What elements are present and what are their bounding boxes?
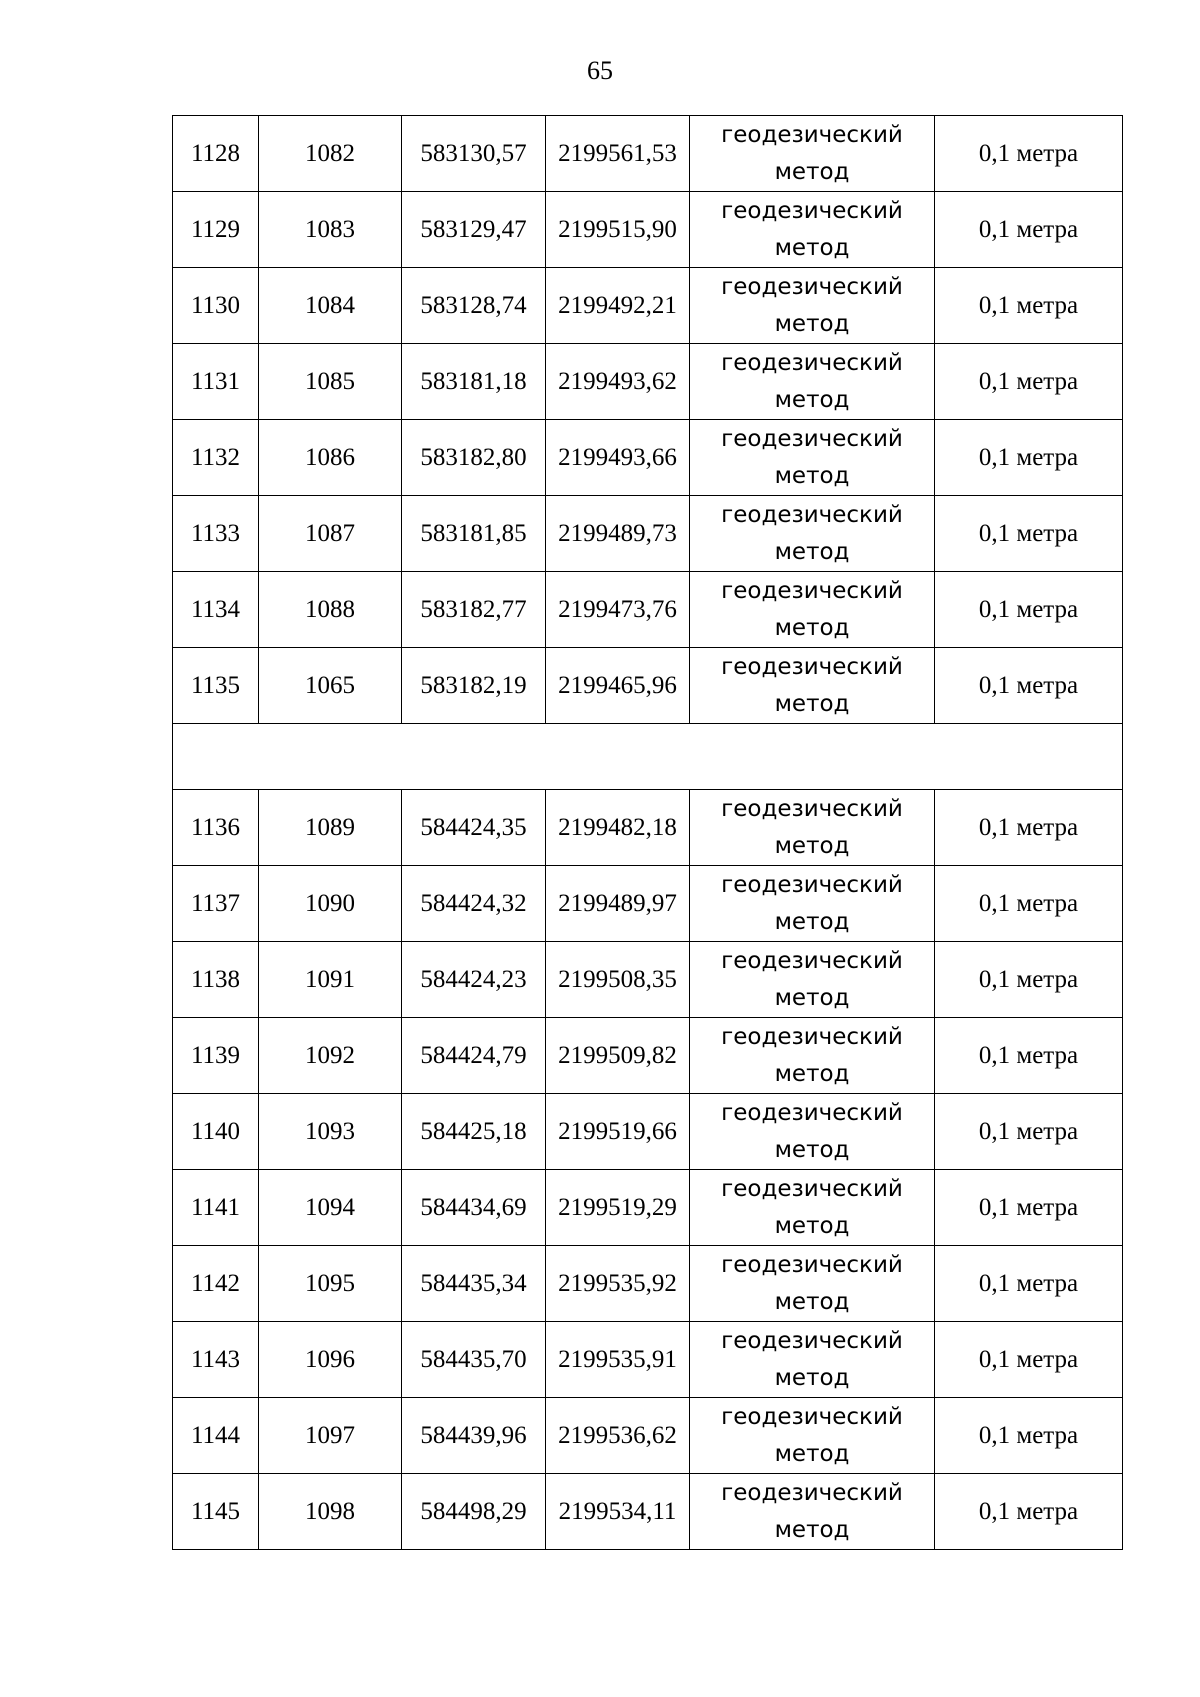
x-coordinate-cell: 583182,80 [402,420,546,496]
y-coordinate-cell: 2199493,66 [546,420,690,496]
method-cell [690,572,935,648]
table-row [173,1474,1123,1550]
table-row [173,572,1123,648]
row-number-cell: 1136 [173,790,259,866]
page-number: 65 [587,56,613,85]
method-cell [690,648,935,724]
x-coordinate-cell: 584424,32 [402,866,546,942]
y-coordinate-cell: 2199508,35 [546,942,690,1018]
x-coordinate-cell: 584424,79 [402,1018,546,1094]
method-line-1: геодезический [721,349,903,376]
y-coordinate-cell: 2199535,91 [546,1322,690,1398]
group-separator-row [173,724,1123,790]
coordinates-table-body [173,116,1123,1550]
accuracy-cell: 0,1 метра [935,1322,1123,1398]
method-cell [690,866,935,942]
accuracy-cell: 0,1 метра [935,1094,1123,1170]
point-number-cell: 1089 [259,790,402,866]
method-line-2: метод [774,538,850,565]
x-coordinate-cell: 584435,34 [402,1246,546,1322]
method-line-2: метод [774,1516,850,1543]
method-line-1: геодезический [721,1175,903,1202]
method-cell [690,790,935,866]
row-number-cell: 1142 [173,1246,259,1322]
row-number-cell: 1129 [173,192,259,268]
table-row [173,648,1123,724]
table-row [173,1246,1123,1322]
x-coordinate-cell: 584424,23 [402,942,546,1018]
x-coordinate-cell: 583129,47 [402,192,546,268]
accuracy-cell: 0,1 метра [935,1398,1123,1474]
table-row [173,116,1123,192]
accuracy-cell: 0,1 метра [935,1474,1123,1550]
method-line-2: метод [774,1364,850,1391]
point-number-cell: 1090 [259,866,402,942]
accuracy-cell: 0,1 метра [935,1018,1123,1094]
table-row [173,344,1123,420]
method-cell [690,496,935,572]
point-number-cell: 1095 [259,1246,402,1322]
method-line-2: метод [774,984,850,1011]
accuracy-cell: 0,1 метра [935,420,1123,496]
y-coordinate-cell: 2199519,66 [546,1094,690,1170]
x-coordinate-cell: 584498,29 [402,1474,546,1550]
accuracy-cell: 0,1 метра [935,790,1123,866]
accuracy-cell: 0,1 метра [935,648,1123,724]
accuracy-cell: 0,1 метра [935,268,1123,344]
accuracy-cell: 0,1 метра [935,1170,1123,1246]
y-coordinate-cell: 2199535,92 [546,1246,690,1322]
accuracy-cell: 0,1 метра [935,572,1123,648]
method-line-1: геодезический [721,871,903,898]
method-line-1: геодезический [721,1023,903,1050]
y-coordinate-cell: 2199561,53 [546,116,690,192]
y-coordinate-cell: 2199509,82 [546,1018,690,1094]
table-row [173,496,1123,572]
x-coordinate-cell: 583181,85 [402,496,546,572]
method-line-2: метод [774,614,850,641]
table-row [173,420,1123,496]
method-line-1: геодезический [721,121,903,148]
method-line-2: метод [774,386,850,413]
row-number-cell: 1130 [173,268,259,344]
accuracy-cell: 0,1 метра [935,496,1123,572]
row-number-cell: 1135 [173,648,259,724]
row-number-cell: 1132 [173,420,259,496]
method-line-1: геодезический [721,1099,903,1126]
table-row [173,1018,1123,1094]
accuracy-cell: 0,1 метра [935,192,1123,268]
point-number-cell: 1096 [259,1322,402,1398]
method-cell [690,1398,935,1474]
method-line-2: метод [774,158,850,185]
method-line-1: геодезический [721,947,903,974]
point-number-cell: 1093 [259,1094,402,1170]
table-row [173,942,1123,1018]
x-coordinate-cell: 583130,57 [402,116,546,192]
y-coordinate-cell: 2199534,11 [546,1474,690,1550]
table-row [173,790,1123,866]
table-row [173,1094,1123,1170]
method-cell [690,1018,935,1094]
point-number-cell: 1091 [259,942,402,1018]
accuracy-cell: 0,1 метра [935,344,1123,420]
method-line-2: метод [774,1288,850,1315]
point-number-cell: 1098 [259,1474,402,1550]
y-coordinate-cell: 2199493,62 [546,344,690,420]
method-cell [690,420,935,496]
y-coordinate-cell: 2199489,97 [546,866,690,942]
method-line-1: геодезический [721,1479,903,1506]
row-number-cell: 1137 [173,866,259,942]
row-number-cell: 1145 [173,1474,259,1550]
method-line-1: геодезический [721,197,903,224]
method-cell [690,268,935,344]
accuracy-cell: 0,1 метра [935,1246,1123,1322]
method-line-2: метод [774,310,850,337]
y-coordinate-cell: 2199515,90 [546,192,690,268]
method-line-2: метод [774,1136,850,1163]
row-number-cell: 1143 [173,1322,259,1398]
point-number-cell: 1092 [259,1018,402,1094]
y-coordinate-cell: 2199492,21 [546,268,690,344]
method-line-2: метод [774,908,850,935]
method-line-1: геодезический [721,273,903,300]
method-cell [690,1322,935,1398]
point-number-cell: 1082 [259,116,402,192]
row-number-cell: 1138 [173,942,259,1018]
table-row [173,1322,1123,1398]
method-line-2: метод [774,234,850,261]
table-row [173,866,1123,942]
point-number-cell: 1065 [259,648,402,724]
method-line-1: геодезический [721,1251,903,1278]
method-cell [690,116,935,192]
method-cell [690,1474,935,1550]
point-number-cell: 1094 [259,1170,402,1246]
method-line-1: геодезический [721,501,903,528]
accuracy-cell: 0,1 метра [935,942,1123,1018]
accuracy-cell: 0,1 метра [935,116,1123,192]
method-line-2: метод [774,462,850,489]
row-number-cell: 1134 [173,572,259,648]
row-number-cell: 1141 [173,1170,259,1246]
point-number-cell: 1088 [259,572,402,648]
y-coordinate-cell: 2199465,96 [546,648,690,724]
method-line-2: метод [774,1212,850,1239]
x-coordinate-cell: 583182,19 [402,648,546,724]
method-line-1: геодезический [721,653,903,680]
point-number-cell: 1083 [259,192,402,268]
table-row [173,192,1123,268]
table-row [173,268,1123,344]
method-cell [690,1246,935,1322]
point-number-cell: 1084 [259,268,402,344]
method-line-1: геодезический [721,577,903,604]
method-line-2: метод [774,832,850,859]
accuracy-cell: 0,1 метра [935,866,1123,942]
table-row [173,1170,1123,1246]
method-cell [690,344,935,420]
method-cell [690,1170,935,1246]
method-cell [690,192,935,268]
y-coordinate-cell: 2199489,73 [546,496,690,572]
row-number-cell: 1133 [173,496,259,572]
y-coordinate-cell: 2199473,76 [546,572,690,648]
x-coordinate-cell: 584424,35 [402,790,546,866]
method-line-2: метод [774,690,850,717]
x-coordinate-cell: 583182,77 [402,572,546,648]
y-coordinate-cell: 2199536,62 [546,1398,690,1474]
row-number-cell: 1128 [173,116,259,192]
x-coordinate-cell: 584425,18 [402,1094,546,1170]
point-number-cell: 1086 [259,420,402,496]
x-coordinate-cell: 584434,69 [402,1170,546,1246]
coordinates-table [172,115,1123,1550]
method-line-1: геодезический [721,425,903,452]
row-number-cell: 1131 [173,344,259,420]
y-coordinate-cell: 2199482,18 [546,790,690,866]
x-coordinate-cell: 584435,70 [402,1322,546,1398]
row-number-cell: 1139 [173,1018,259,1094]
row-number-cell: 1144 [173,1398,259,1474]
x-coordinate-cell: 584439,96 [402,1398,546,1474]
method-line-1: геодезический [721,795,903,822]
method-line-2: метод [774,1440,850,1467]
table-row [173,1398,1123,1474]
point-number-cell: 1085 [259,344,402,420]
group-separator-cell [173,724,1123,790]
point-number-cell: 1087 [259,496,402,572]
method-cell [690,942,935,1018]
point-number-cell: 1097 [259,1398,402,1474]
method-line-2: метод [774,1060,850,1087]
y-coordinate-cell: 2199519,29 [546,1170,690,1246]
x-coordinate-cell: 583181,18 [402,344,546,420]
method-line-1: геодезический [721,1403,903,1430]
method-cell [690,1094,935,1170]
row-number-cell: 1140 [173,1094,259,1170]
x-coordinate-cell: 583128,74 [402,268,546,344]
method-line-1: геодезический [721,1327,903,1354]
